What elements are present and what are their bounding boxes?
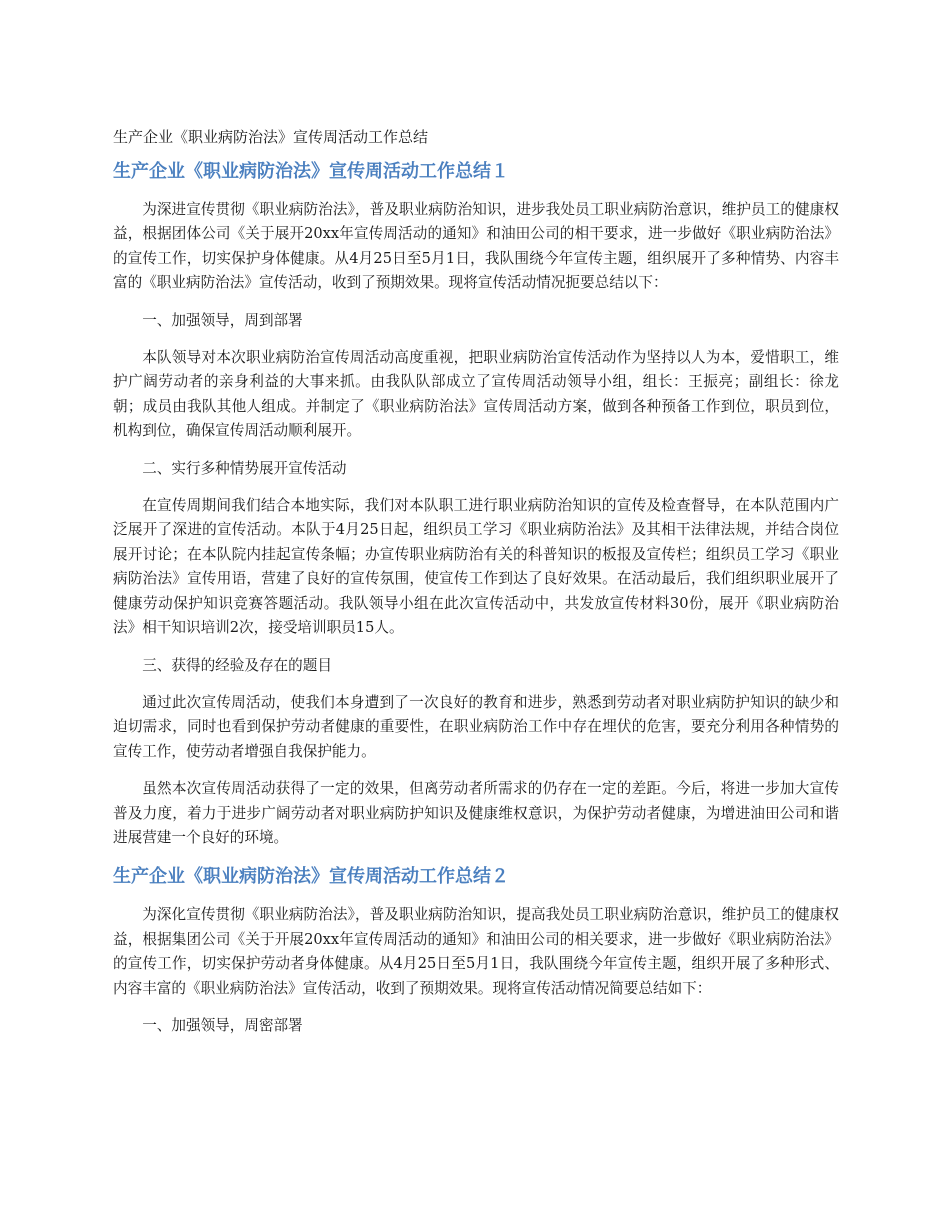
section-1-subheading-1: 一、加强领导，周到部署 [142, 311, 303, 329]
section-heading-1: 生产企业《职业病防治法》宣传周活动工作总结１ [113, 161, 509, 182]
document-body [113, 124, 839, 1051]
section-1-intro-paragraph: 为深进宣传贯彻《职业病防治法》，普及职业病防治知识，进步我处员工职业病防治意识，维护员工的健康权益，根据团体公司《关于展开20xx年宣传周活动的通知》和油田公司的相干要求，进一步做好《职业病防治法》的宣传工作，切实保护身体健康。从4月25日至5月1日，我队围绕今年宣传主题，组织展开了多种情势、内容丰富的《职业病防治法》宣传活动，收到了预期效果。现将宣传活动情况扼要总结以下： [113, 201, 839, 292]
section-1-subheading-3: 三、获得的经验及存在的题目 [142, 656, 332, 674]
section-1-paragraph-3: 通过此次宣传周活动，使我们本身遭到了一次良好的教育和进步，熟悉到劳动者对职业病防护知识的缺少和迫切需求，同时也看到保护劳动者健康的重要性，在职业病防治工作中存在埋伏的危害，要充分利用各种情势的宣传工作，使劳动者增强自我保护能力。 [113, 693, 839, 760]
section-1-paragraph-4: 虽然本次宣传周活动获得了一定的效果，但离劳动者所需求的仍存在一定的差距。今后，将进一步加大宣传普及力度，着力于进步广阔劳动者对职业病防护知识及健康维权意识，为保护劳动者健康，为增进油田公司和谐进展营建一个良好的环境。 [113, 780, 839, 846]
section-2-subheading-1: 一、加强领导，周密部署 [142, 1016, 303, 1034]
section-1-paragraph-2: 在宣传周期间我们结合本地实际，我们对本队职工进行职业病防治知识的宣传及检查督导，在本队范围内广泛展开了深进的宣传活动。本队于4月25日起，组织员工学习《职业病防治法》及其相干法律法规，并结合岗位展开讨论；在本队院内挂起宣传条幅；办宣传职业病防治有关的科普知识的板报及宣传栏；组织员工学习《职业病防治法》宣传用语，营建了良好的宣传氛围，使宣传工作到达了良好效果。在活动最后，我们组织职业展开了健康劳动保护知识竞赛答题活动。我队领导小组在此次宣传活动中，共发放宣传材料30份，展开《职业病防治法》相干知识培训2次，接受培训职员15人。 [113, 497, 839, 637]
section-2-intro-paragraph: 为深化宣传贯彻《职业病防治法》，普及职业病防治知识，提高我处员工职业病防治意识，维护员工的健康权益，根据集团公司《关于开展20xx年宣传周活动的通知》和油田公司的相关要求，进一步做好《职业病防治法》的宣传工作，切实保护劳动者身体健康。从4月25日至5月1日，我队围绕今年宣传主题，组织开展了多种形式、内容丰富的《职业病防治法》宣传活动，收到了预期效果。现将宣传活动情况简要总结如下： [113, 906, 839, 997]
document-title: 生产企业《职业病防治法》宣传周活动工作总结 [113, 128, 429, 146]
section-1-subheading-2: 二、实行多种情势展开宣传活动 [142, 459, 347, 477]
section-1-paragraph-1: 本队领导对本次职业病防治宣传周活动高度重视，把职业病防治宣传活动作为坚持以人为本，爱惜职工，维护广阔劳动者的亲身利益的大事来抓。由我队队部成立了宣传周活动领导小组，组长：王振亮；副组长：徐龙朝；成员由我队其他人组成。并制定了《职业病防治法》宣传周活动方案，做到各种预备工作到位，职员到位，机构到位，确保宣传周活动顺利展开。 [113, 349, 839, 440]
section-heading-2: 生产企业《职业病防治法》宣传周活动工作总结２ [113, 866, 509, 888]
